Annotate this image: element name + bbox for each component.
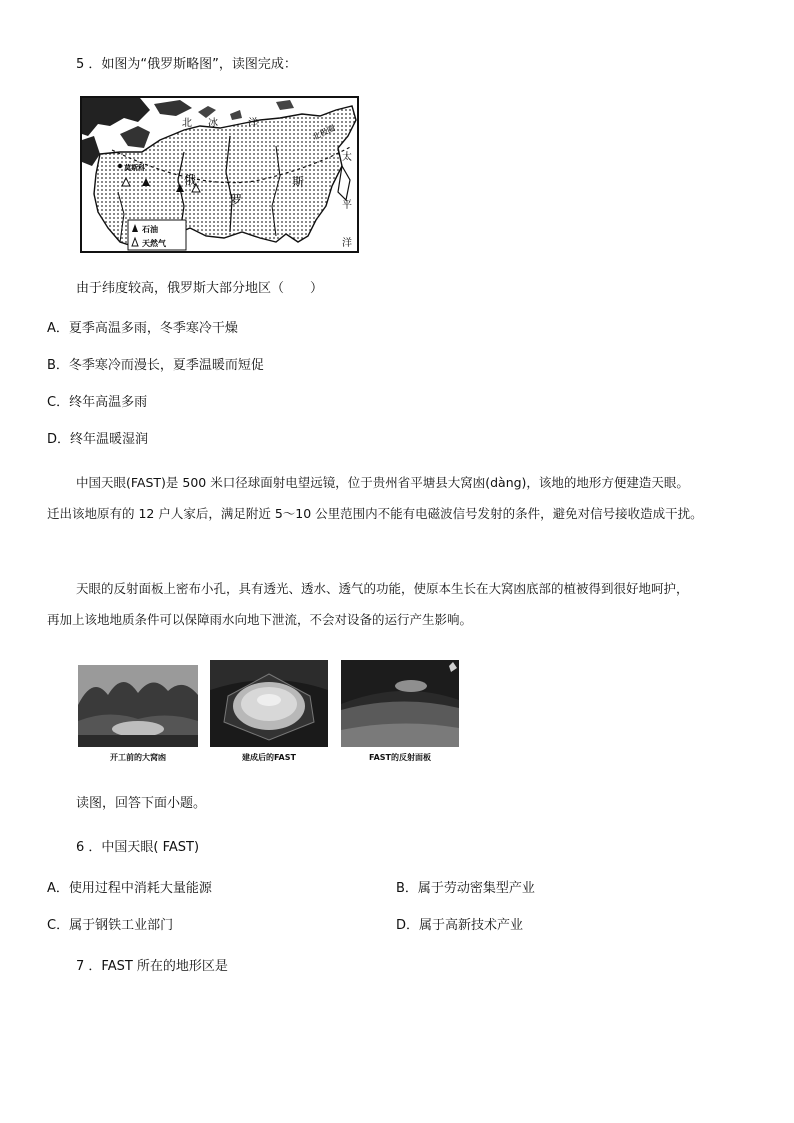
legend-oil-label: 石油	[142, 225, 158, 234]
q5-question: 由于纬度较高，俄罗斯大部分地区（ ）	[76, 281, 324, 296]
q5-option-b: B．冬季寒冷而漫长，夏季温暖而短促	[47, 358, 264, 373]
q5-option-a: A．夏季高温多雨，冬季寒冷干燥	[47, 321, 238, 336]
photo-completed-fast	[210, 660, 328, 747]
q5-option-d: D．终年温暖湿润	[47, 432, 149, 447]
caption-after: 建成后的FAST	[242, 753, 296, 762]
photo-before-construction	[78, 665, 198, 747]
photo-reflector-panel	[341, 660, 459, 747]
map-label-ping: 平	[342, 200, 352, 211]
instruction: 读图，回答下面小题。	[76, 796, 207, 811]
map-label-si: 斯	[292, 175, 305, 189]
passage-p1-line2: 迁出该地原有的 12 户人家后，满足附近 5～10 公里范围内不能有电磁波信号发射的条件，避免对信号接收造成干扰。	[47, 506, 703, 521]
map-label-e: 俄	[184, 173, 197, 187]
map-label-ocean: 洋	[248, 118, 258, 129]
q6-option-b: B．属于劳动密集型产业	[396, 881, 535, 896]
passage-p2-line2: 再加上该地地质条件可以保障雨水向地下泄流，不会对设备的运行产生影响。	[47, 612, 473, 627]
legend-gas-label: 天然气	[142, 239, 166, 248]
caption-before: 开工前的大窝凼	[110, 753, 166, 762]
map-label-tai: 太	[342, 152, 352, 163]
q5-stem: 5 ．如图为“俄罗斯略图”，读图完成：	[76, 57, 297, 72]
passage-p2-line1: 天眼的反射面板上密布小孔，具有透光、透水、透气的功能，使原本生长在大窝凼底部的植被得到很好地呵护，	[76, 581, 689, 596]
map-label-luo: 罗	[230, 193, 243, 207]
map-label-arctic-circle: 北极圈	[311, 123, 337, 142]
passage-p1-line1: 中国天眼(FAST)是 500 米口径球面射电望远镜，位于贵州省平塘县大窝凼(dàng)，该地的地形方便建造天眼。	[76, 475, 689, 490]
caption-panel: FAST的反射面板	[369, 753, 431, 762]
q6-option-d: D．属于高新技术产业	[396, 918, 524, 933]
map-label-yang: 洋	[342, 238, 352, 249]
q7-stem: 7 ．FAST 所在的地形区是	[76, 959, 228, 974]
map-label-moscow: 莫斯科	[124, 164, 145, 172]
q6-option-a: A．使用过程中消耗大量能源	[47, 881, 212, 896]
q5-option-c: C．终年高温多雨	[47, 395, 148, 410]
map-label-north: 北	[182, 118, 192, 129]
russia-map	[80, 96, 360, 254]
moscow-marker	[118, 164, 122, 168]
q6-stem: 6 ．中国天眼( FAST)	[76, 840, 200, 855]
map-label-ice: 冰	[208, 118, 218, 129]
q6-option-c: C．属于钢铁工业部门	[47, 918, 174, 933]
